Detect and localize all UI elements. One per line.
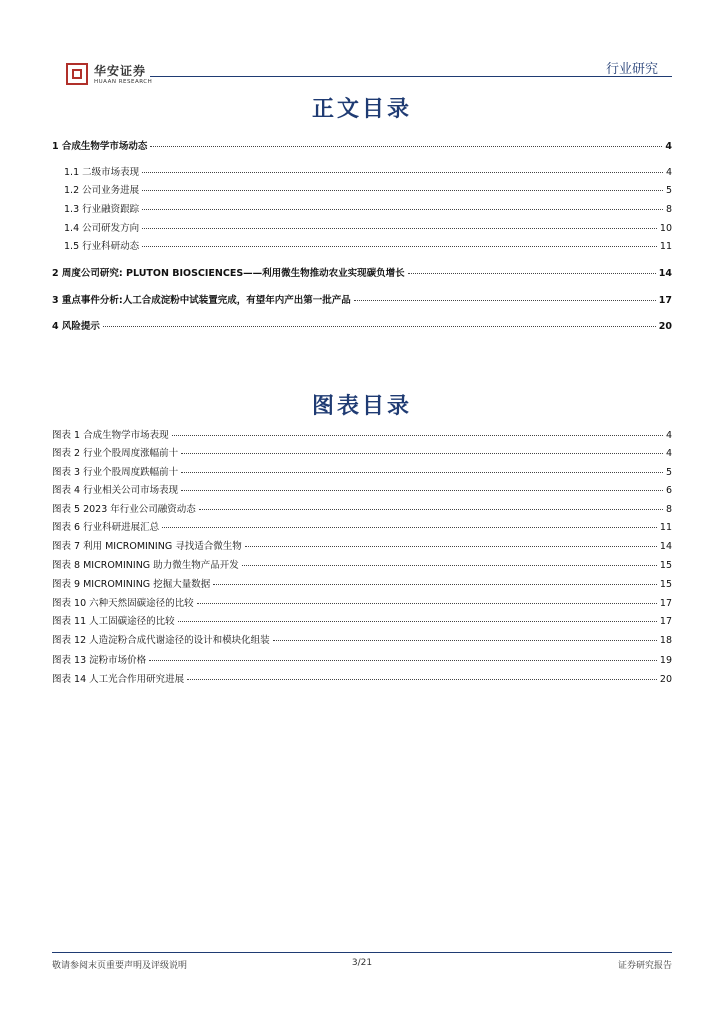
toc-entry-label: 1.1 二级市场表现 [64, 167, 140, 178]
toc-entry[interactable] [64, 220, 672, 234]
toc-entry[interactable] [52, 292, 672, 306]
logo-english-name: HUAAN RESEARCH [94, 79, 153, 85]
leader-dots [172, 435, 663, 436]
figure-entry-label: 图表 12 人造淀粉合成代谢途径的设计和模块化组装 [52, 635, 270, 646]
toc-entry[interactable] [64, 238, 672, 252]
leader-dots [181, 453, 663, 454]
toc-title: 正文目录 [311, 96, 412, 122]
figure-entry-page: 11 [659, 522, 672, 533]
toc-entry[interactable] [52, 138, 672, 152]
toc-entry[interactable] [64, 164, 672, 178]
figure-entry-label: 图表 4 行业相关公司市场表现 [52, 485, 179, 496]
toc-entry-label: 1.4 公司研发方向 [64, 223, 140, 234]
leader-dots [181, 490, 663, 491]
figure-entry[interactable] [52, 613, 672, 627]
toc-entry-page: 14 [658, 268, 672, 279]
toc-entry-page: 20 [658, 321, 672, 332]
figure-entry-page: 15 [659, 560, 672, 571]
toc-entry-page: 4 [665, 167, 672, 178]
toc-entry-page: 5 [665, 185, 672, 196]
leader-dots [273, 640, 657, 641]
toc-entry-label: 2 周度公司研究: PLUTON BIOSCIENCES——利用微生物推动农业实现碳负增长 [52, 268, 405, 279]
leader-dots [199, 509, 663, 510]
footer-divider [52, 952, 672, 953]
figure-entry-page: 17 [659, 616, 672, 627]
figure-entry-page: 15 [659, 579, 672, 590]
figure-entry-label: 图表 1 合成生物学市场表现 [52, 430, 169, 441]
page-header [0, 0, 724, 90]
toc-entry-page: 10 [659, 223, 672, 234]
figure-entry[interactable] [52, 445, 672, 459]
figure-entry-label: 图表 3 行业个股周度跌幅前十 [52, 467, 179, 478]
toc-entry[interactable] [64, 182, 672, 196]
page-number: 3/21 [351, 958, 373, 968]
figure-entry[interactable] [52, 501, 672, 515]
figure-entry[interactable] [52, 464, 672, 478]
leader-dots [142, 228, 657, 229]
toc-entry[interactable] [64, 201, 672, 215]
figure-entry-page: 20 [659, 674, 672, 685]
figure-entry-label: 图表 5 2023 年行业公司融资动态 [52, 504, 196, 515]
figure-entry-page: 17 [659, 598, 672, 609]
figure-entry-page: 5 [665, 467, 672, 478]
figure-entry-label: 图表 2 行业个股周度涨幅前十 [52, 448, 179, 459]
figure-entry-page: 4 [665, 448, 672, 459]
leader-dots [181, 472, 663, 473]
company-logo-icon [66, 63, 88, 85]
figure-entry-page: 4 [665, 430, 672, 441]
toc-entry-page: 4 [665, 141, 672, 152]
leader-dots [408, 273, 656, 274]
figure-entry[interactable] [52, 557, 672, 571]
footer-report-type: 证券研究报告 [617, 961, 672, 971]
toc-entry-page: 8 [665, 204, 672, 215]
toc-entry-page: 17 [658, 295, 672, 306]
leader-dots [213, 584, 657, 585]
figure-entry[interactable] [52, 632, 672, 646]
leader-dots [354, 300, 656, 301]
toc-entry-label: 1.5 行业科研动态 [64, 241, 140, 252]
leader-dots [103, 326, 656, 327]
footer-disclaimer: 敬请参阅末页重要声明及评级说明 [52, 961, 188, 971]
leader-dots [178, 621, 657, 622]
figure-entry[interactable] [52, 576, 672, 590]
figure-entry-label: 图表 11 人工固碳途径的比较 [52, 616, 175, 627]
figure-list-title: 图表目录 [311, 393, 412, 419]
figure-entry-label: 图表 6 行业科研进展汇总 [52, 522, 160, 533]
figure-entry[interactable] [52, 427, 672, 441]
figure-entry[interactable] [52, 652, 672, 666]
figure-entry[interactable] [52, 482, 672, 496]
leader-dots [149, 660, 657, 661]
toc-entry-page: 11 [659, 241, 672, 252]
figure-entry-label: 图表 13 淀粉市场价格 [52, 655, 147, 666]
figure-entry-page: 14 [659, 541, 672, 552]
logo-chinese-name: 华安证券 [94, 64, 147, 78]
toc-entry[interactable] [52, 318, 672, 332]
figure-entry-label: 图表 9 MICROMINING 挖掘大量数据 [52, 579, 211, 590]
figure-entry[interactable] [52, 519, 672, 533]
figure-entry-page: 19 [659, 655, 672, 666]
figure-entry-page: 6 [665, 485, 672, 496]
figure-entry-label: 图表 10 六种天然固碳途径的比较 [52, 598, 194, 609]
leader-dots [150, 146, 662, 147]
leader-dots [142, 209, 663, 210]
leader-dots [197, 603, 657, 604]
leader-dots [142, 190, 663, 191]
toc-entry-label: 1.2 公司业务进展 [64, 185, 140, 196]
leader-dots [162, 527, 657, 528]
leader-dots [142, 246, 657, 247]
figure-entry-label: 图表 8 MICROMINING 助力微生物产品开发 [52, 560, 239, 571]
figure-entry[interactable] [52, 538, 672, 552]
toc-entry-label: 1.3 行业融资跟踪 [64, 204, 140, 215]
toc-entry-label: 1 合成生物学市场动态 [52, 141, 148, 152]
toc-entry-label: 4 风险提示 [52, 321, 100, 332]
toc-entry[interactable] [52, 265, 672, 279]
figure-entry[interactable] [52, 671, 672, 685]
figure-entry-label: 图表 7 利用 MICROMINING 寻找适合微生物 [52, 541, 242, 552]
toc-entry-label: 3 重点事件分析:人工合成淀粉中试装置完成，有望年内产出第一批产品 [52, 295, 351, 306]
leader-dots [242, 565, 657, 566]
leader-dots [142, 172, 663, 173]
figure-entry[interactable] [52, 595, 672, 609]
figure-entry-page: 18 [659, 635, 672, 646]
leader-dots [245, 546, 657, 547]
figure-entry-page: 8 [665, 504, 672, 515]
leader-dots [187, 679, 657, 680]
figure-entry-label: 图表 14 人工光合作用研究进展 [52, 674, 185, 685]
header-divider [150, 76, 672, 77]
report-category: 行业研究 [605, 62, 658, 77]
